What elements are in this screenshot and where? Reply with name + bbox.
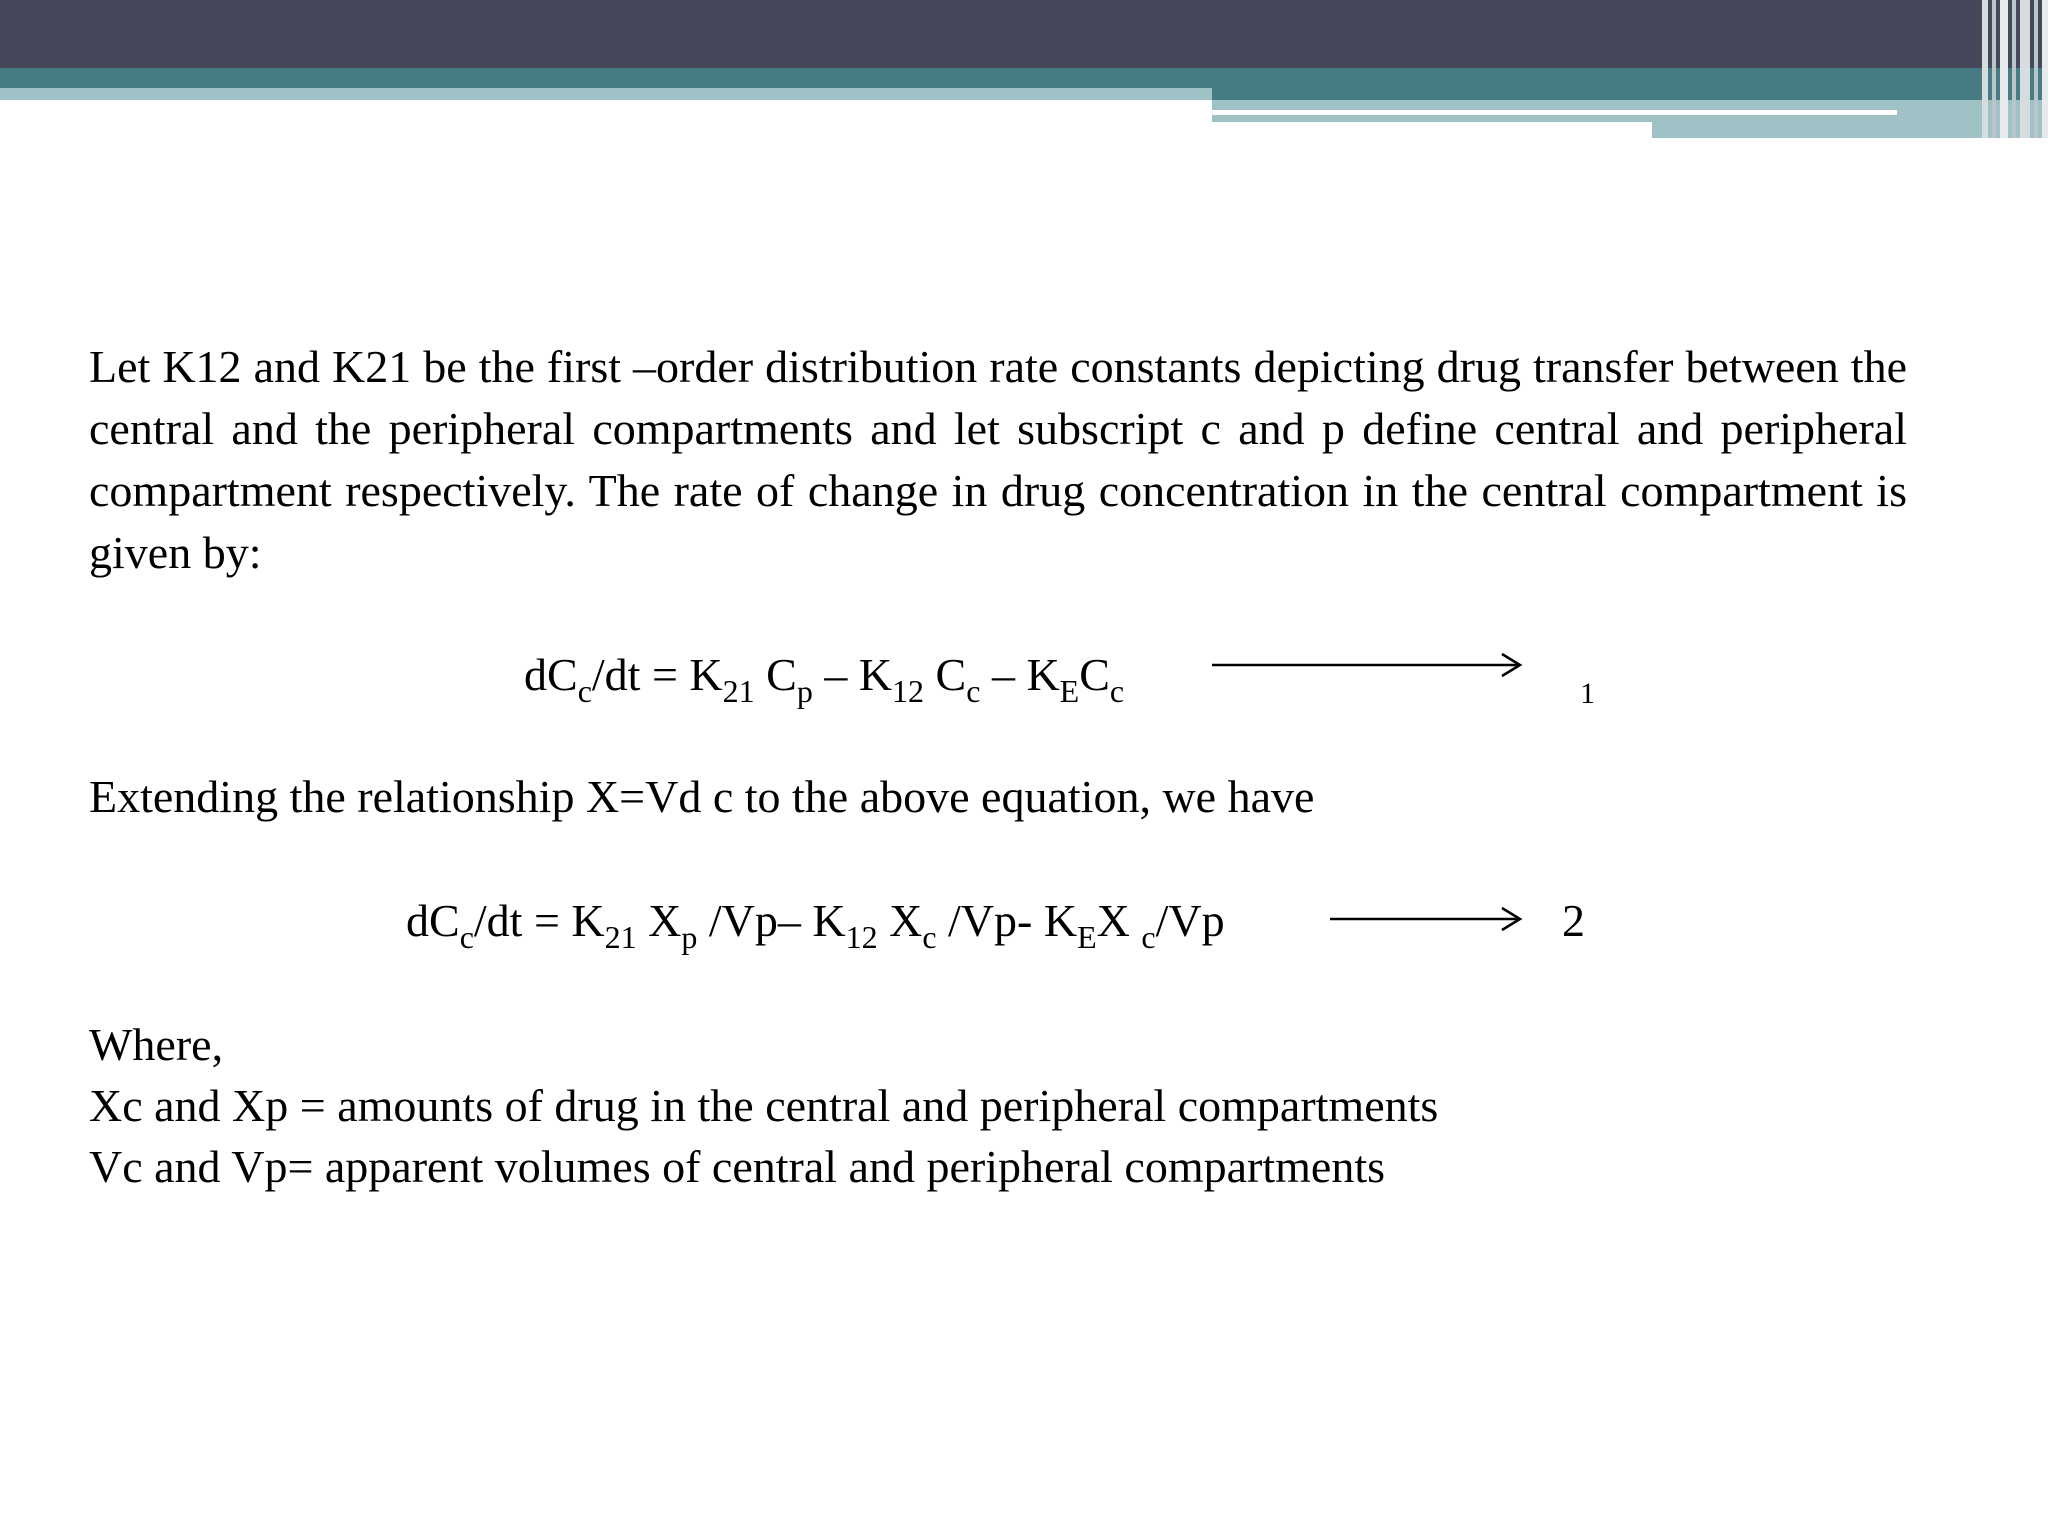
header-white-cut bbox=[1212, 122, 1652, 138]
equation-2-number: 2 bbox=[1562, 895, 1585, 946]
header-vertical-stripes bbox=[1982, 0, 2048, 138]
intro-paragraph: Let K12 and K21 be the first –order distribution rate constants depicting drug transfer between the central and the peripheral compartments and let subscript c and p define central and peripheral compartment respectively. The rate of change in drug concentration in the central compartment is given by: bbox=[89, 341, 1907, 578]
header-teal-band bbox=[0, 68, 2048, 88]
equation-2: $dC_c/dt = K_{21}$ $X_p$ /Vp– $K_{12}$ $X_c$ /Vp- $K_EX$ $_c$/Vp bbox=[406, 895, 1225, 955]
header-white-line bbox=[1212, 110, 1897, 115]
slide-header-decoration bbox=[0, 0, 2048, 140]
right-arrow-icon bbox=[1330, 904, 1524, 934]
extending-sentence: Extending the relationship X=Vd c to the above equation, we have bbox=[89, 771, 1315, 822]
equation-1-number: 1 bbox=[1580, 677, 1595, 710]
header-dark-band bbox=[0, 0, 2048, 68]
equation-1: $dC_c/dt = K_{21}$ $C_p - K_{12}$ $C_c - K_EC_c$ bbox=[524, 649, 1125, 709]
definition-xc-xp: Xc and Xp = amounts of drug in the central and peripheral compartments bbox=[89, 1080, 1439, 1131]
definition-vc-vp: Vc and Vp= apparent volumes of central and peripheral compartments bbox=[89, 1141, 1386, 1192]
header-teal-band-right bbox=[1212, 88, 2048, 100]
header-light-band-left bbox=[0, 88, 1212, 100]
where-label: Where, bbox=[89, 1019, 224, 1070]
right-arrow-icon bbox=[1212, 650, 1524, 680]
